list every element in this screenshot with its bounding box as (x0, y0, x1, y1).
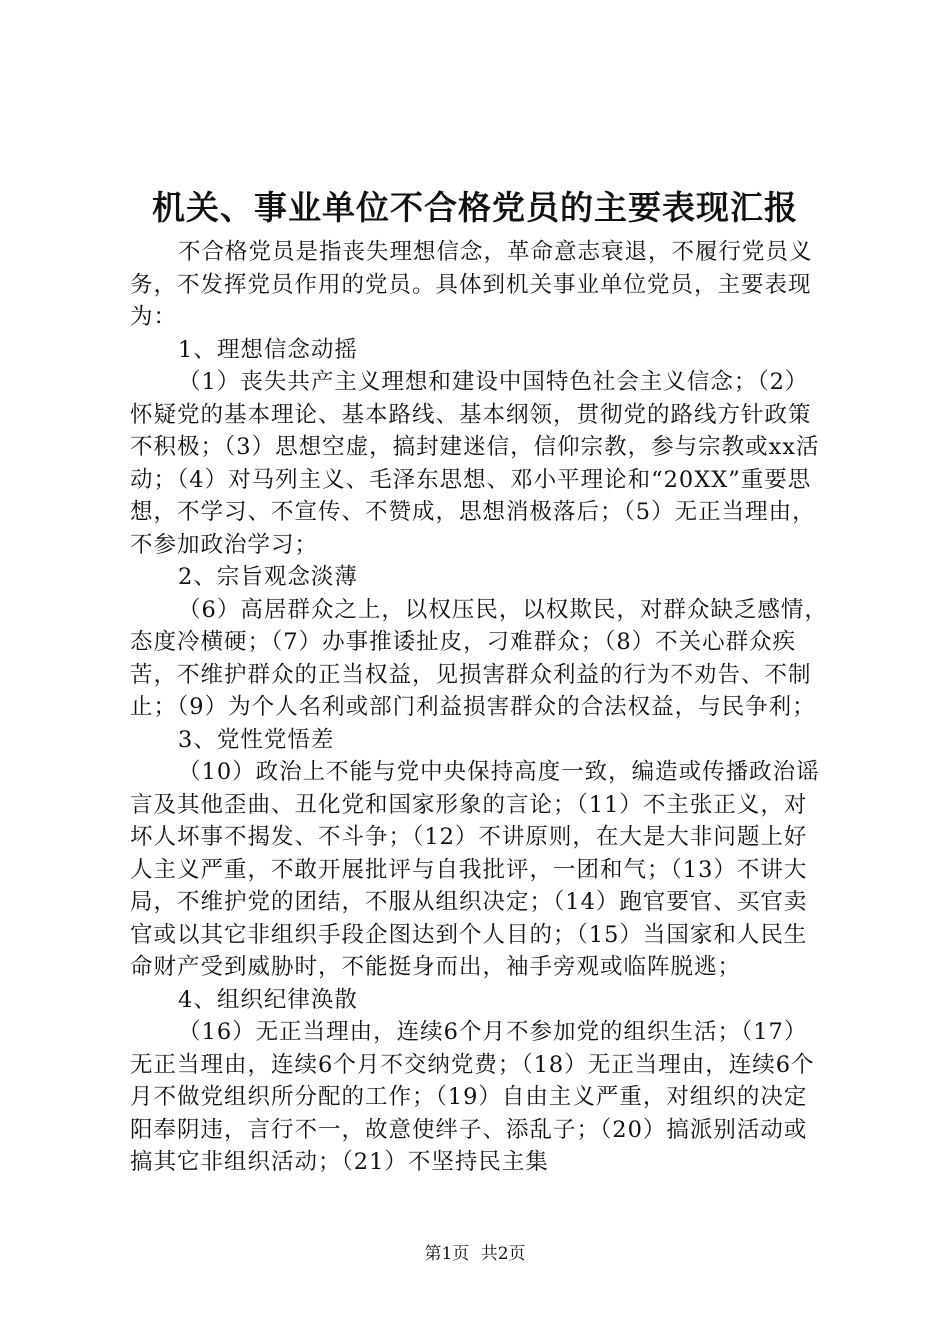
section-heading-1: 1、理想信念动摇 (178, 336, 358, 363)
page-number-current: 第1页 (424, 1244, 470, 1264)
page-footer (0, 1243, 950, 1265)
section-text-3: （10）政治上不能与党中央保持高度一致，编造或传播政治谣言及其他歪曲、丑化党和国家形象的言论；（11）不主张正义，对坏人坏事不揭发、不斗争；（12）不讲原则，在大是大非问题上好人主义严重，不敢开展批评与自我批评，一团和气；（13）不讲大局，不维护党的团结，不服从组织决定；（14）跑官要官、买官卖官或以其它非组织手段企图达到个人目的；（15）当国家和人民生命财产受到威胁时，不能挺身而出，袖手旁观或临阵脱逃； (130, 759, 820, 980)
section-heading-4: 4、组织纪律涣散 (178, 986, 358, 1013)
intro-paragraph: 不合格党员是指丧失理想信念，革命意志衰退，不履行党员义务，不发挥党员作用的党员。具体到机关事业单位党员，主要表现为： (130, 239, 813, 330)
section-heading-2: 2、宗旨观念淡薄 (178, 564, 358, 590)
section-text-4: （16）无正当理由，连续6个月不参加党的组织生活；（17）无正当理由，连续6个月不交纳党费；（18）无正当理由，连续6个月不做党组织所分配的工作；（19）自由主义严重，对组织的决定阳奉阴违，言行不一，故意使绊子、添乱子；（20）搞派别活动或搞其它非组织活动；（21）不坚持民主集 (130, 1019, 815, 1175)
document-title: 机关、事业单位不合格党员的主要表现汇报 (152, 188, 798, 227)
section-heading-3: 3、党性党悟差 (178, 726, 335, 753)
section-text-2: （6）高居群众之上，以权压民，以权欺民，对群众缺乏感情，态度冷横硬；（7）办事推诿扯皮，刁难群众；（8）不关心群众疾苦，不维护群众的正当权益，见损害群众利益的行为不劝告、不制止；（9）为个人名利或部门利益损害群众的合法权益，与民争利； (130, 596, 828, 720)
document-body (130, 236, 830, 1179)
section-text-1: （1）丧失共产主义理想和建设中国特色社会主义信念；（2）怀疑党的基本理论、基本路线、基本纲领，贯彻党的路线方针政策不积极；（3）思想空虚，搞封建迷信，信仰宗教，参与宗教或xx活动；（4）对马列主义、毛泽东思想、邓小平理论和“20XX”重要思想，不学习、不宣传、不赞成，思想消极落后；（5）无正当理由，不参加政治学习； (130, 369, 820, 558)
page-number-total: 共2页 (480, 1244, 526, 1264)
